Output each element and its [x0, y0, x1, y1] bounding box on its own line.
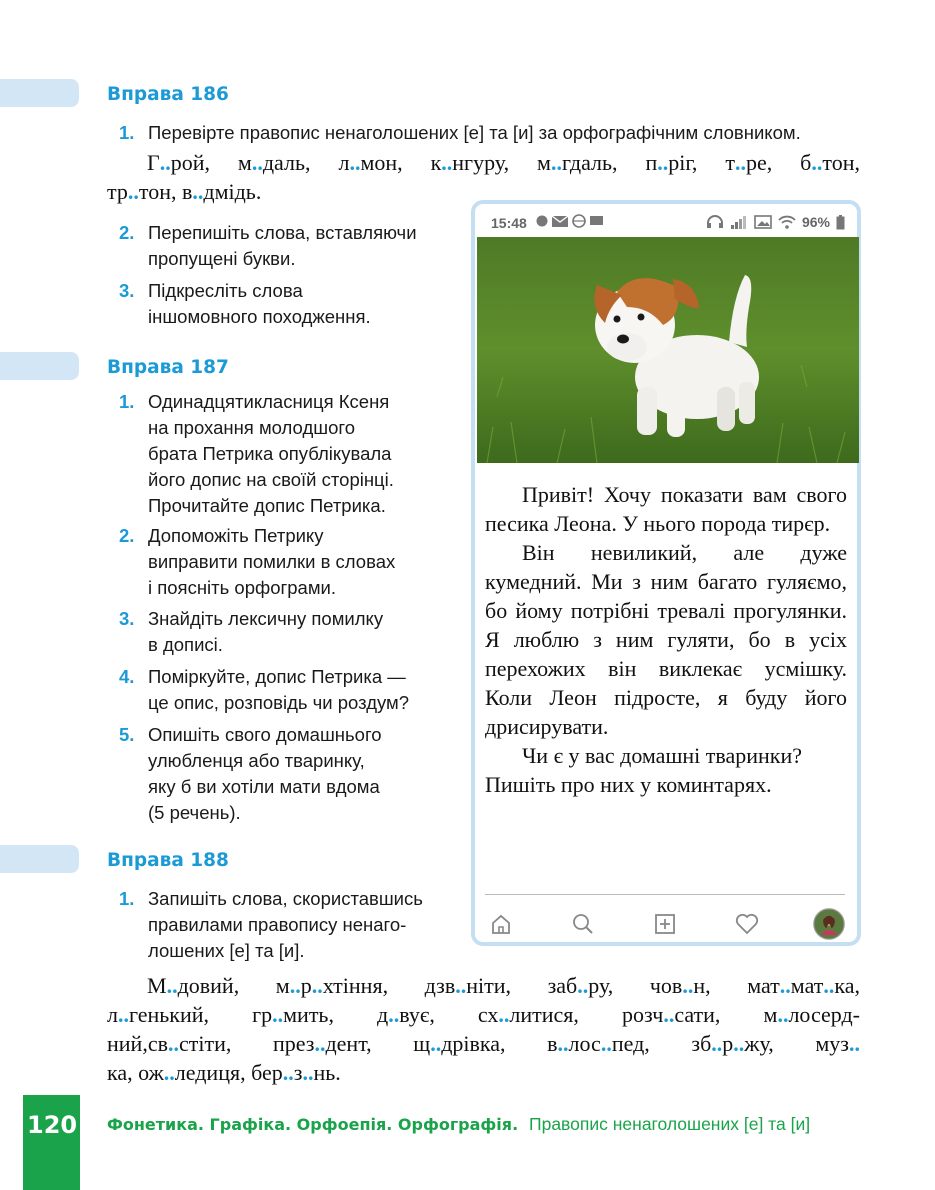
missing-letter-gap: .. — [848, 1031, 860, 1056]
missing-letter-gap: .. — [314, 1031, 326, 1056]
missing-letter-gap: .. — [682, 973, 694, 998]
missing-letter-gap: .. — [430, 1031, 442, 1056]
missing-letter-gap: .. — [159, 150, 171, 175]
task-text: виправити помилки в словах — [148, 551, 396, 572]
task-text: Прочитайте допис Петрика. — [148, 495, 386, 516]
word-fragment: ледиця, бер — [174, 1060, 283, 1085]
task-text: Допоможіть Петрику — [148, 525, 324, 546]
section-tab — [0, 352, 79, 380]
word-line — [147, 971, 860, 1000]
task-number: 4. — [119, 666, 135, 687]
word-fragment: литися, розч — [509, 1002, 664, 1027]
exercise-heading: Вправа 188 — [107, 850, 229, 871]
missing-letter-gap: .. — [663, 1002, 675, 1027]
word-fragment: ріг, т — [668, 150, 735, 175]
page-number-tab — [23, 1095, 80, 1190]
word-fragment: гдаль, п — [561, 150, 658, 175]
word-fragment: генький, гр — [128, 1002, 273, 1027]
word-fragment: рой, м — [170, 150, 252, 175]
battery-text: 96% — [801, 214, 830, 230]
missing-letter-gap: .. — [777, 1002, 789, 1027]
task-text: улюбленця або тваринку, — [148, 750, 365, 771]
word-fragment: пед, зб — [611, 1031, 712, 1056]
task-number: 3. — [119, 608, 135, 629]
word-fragment: хтіння, дзв — [322, 973, 456, 998]
task-number: 1. — [119, 888, 135, 909]
nav-divider — [485, 894, 845, 895]
footer-topic: Правопис ненаголошених [е] та [и] — [529, 1114, 811, 1134]
signal-icon — [730, 215, 748, 229]
footer-section: Фонетика. Графіка. Орфоепія. Орфографія. — [107, 1115, 519, 1134]
exercise-heading: Вправа 186 — [107, 84, 229, 105]
bottom-nav — [485, 904, 845, 944]
word-fragment: дент, щ — [325, 1031, 431, 1056]
word-fragment: тон, — [822, 150, 860, 175]
search-icon[interactable] — [567, 908, 599, 940]
missing-letter-gap: .. — [311, 973, 323, 998]
missing-letter-gap: .. — [455, 973, 467, 998]
missing-letter-gap: .. — [441, 150, 453, 175]
home-icon[interactable] — [485, 908, 517, 940]
missing-letter-gap: .. — [117, 1002, 129, 1027]
word-fragment: мить, д — [283, 1002, 389, 1027]
missing-letter-gap: .. — [302, 1060, 314, 1085]
word-fragment: р — [300, 973, 312, 998]
word-line — [107, 1029, 860, 1058]
word-fragment: ру, чов — [588, 973, 683, 998]
missing-letter-gap: .. — [251, 150, 263, 175]
puppy-photo — [477, 237, 859, 463]
word-fragment: л — [107, 1002, 118, 1027]
word-fragment: ре, б — [745, 150, 812, 175]
missing-letter-gap: .. — [163, 1060, 175, 1085]
task-text: його допис на своїй сторінці. — [148, 469, 394, 490]
missing-letter-gap: .. — [657, 150, 669, 175]
task-text: пропущені букви. — [148, 248, 296, 269]
post-paragraph: Чи є у вас домашні тваринки? Пишіть про них у коминтарях. — [485, 743, 803, 797]
word-fragment: довий, м — [177, 973, 290, 998]
heart-icon[interactable] — [731, 908, 763, 940]
word-fragment: ніти, заб — [466, 973, 578, 998]
word-fragment: сати, м — [674, 1002, 778, 1027]
task-number: 2. — [119, 222, 135, 243]
page-number: 120 — [27, 1111, 78, 1139]
missing-letter-gap: .. — [166, 973, 178, 998]
missing-letter-gap: .. — [167, 1031, 179, 1056]
battery-icon — [836, 215, 845, 230]
word-fragment: з — [293, 1060, 303, 1085]
word-fragment: стіти, през — [178, 1031, 315, 1056]
exercise-heading: Вправа 187 — [107, 357, 229, 378]
task-text: яку б ви хотіли мати вдома — [148, 776, 380, 797]
avatar[interactable] — [813, 908, 845, 940]
word-line — [107, 1058, 860, 1087]
word-fragment: ний,св — [107, 1031, 168, 1056]
task-text: на прохання молодшого — [148, 417, 355, 438]
missing-letter-gap: .. — [289, 973, 301, 998]
word-fragment: М — [147, 973, 167, 998]
image-icon — [754, 215, 772, 229]
task-number: 1. — [119, 391, 135, 412]
add-icon[interactable] — [649, 908, 681, 940]
task-text: Підкресліть слова — [148, 280, 303, 301]
task-number: 1. — [119, 122, 135, 143]
missing-letter-gap: .. — [711, 1031, 723, 1056]
task-text: Знайдіть лексичну помилку — [148, 608, 384, 629]
missing-letter-gap: .. — [282, 1060, 294, 1085]
missing-letter-gap: .. — [388, 1002, 400, 1027]
post-paragraph: Він невиликий, але дуже кумедний. Ми з ним багато гуляємо, бо йому потрібні тревалі прогулянки. Я люблю з ним гуляти, бо в усіх перехожих він виклекає усмішку. Коли Леон підросте, я буду його дрисирувати. — [485, 540, 847, 739]
missing-letter-gap: .. — [811, 150, 823, 175]
word-fragment: н, мат — [693, 973, 780, 998]
task-text: (5 речень). — [148, 802, 241, 823]
status-time-text: 15:48 — [491, 215, 527, 231]
task-text: Одинадцятикласниця Ксеня — [148, 391, 390, 412]
task-text: Перевірте правопис ненаголошених [е] та [и] за орфографічним словником. — [148, 122, 801, 143]
missing-letter-gap: .. — [557, 1031, 569, 1056]
task-text: Поміркуйте, допис Петрика — — [148, 666, 406, 687]
post-text — [485, 480, 847, 799]
missing-letter-gap: .. — [272, 1002, 284, 1027]
word-fragment: мон, к — [360, 150, 442, 175]
missing-letter-gap: .. — [498, 1002, 510, 1027]
missing-letter-gap: .. — [823, 973, 835, 998]
word-line — [107, 1000, 860, 1029]
task-number: 5. — [119, 724, 135, 745]
task-text: лошених [е] та [и]. — [148, 940, 305, 961]
task-text: іншомовного походження. — [148, 306, 371, 327]
section-tab — [0, 79, 79, 107]
task-text: Запишіть слова, скориставшись — [148, 888, 423, 909]
phone-post — [471, 200, 861, 946]
word-fragment: нь. — [313, 1060, 341, 1085]
missing-letter-gap: .. — [733, 1031, 745, 1056]
task-number: 2. — [119, 525, 135, 546]
task-text: в дописі. — [148, 634, 223, 655]
word-fragment: даль, л — [262, 150, 350, 175]
missing-letter-gap: .. — [192, 179, 204, 204]
word-fragment: ка, ож — [107, 1060, 164, 1085]
missing-letter-gap: .. — [600, 1031, 612, 1056]
word-fragment: ка, — [834, 973, 861, 998]
wifi-icon — [778, 215, 796, 229]
headphones-icon — [706, 215, 724, 229]
notification-icons — [535, 215, 605, 231]
missing-letter-gap: .. — [349, 150, 361, 175]
word-fragment: Г — [147, 150, 160, 175]
word-fragment: тр — [107, 179, 128, 204]
word-line — [147, 148, 860, 177]
task-text: це опис, розповідь чи роздум? — [148, 692, 410, 713]
word-fragment: лосерд- — [788, 1002, 860, 1027]
word-fragment: тон, в — [138, 179, 193, 204]
status-right — [706, 214, 845, 230]
missing-letter-gap: .. — [550, 150, 562, 175]
word-fragment: вує, сх — [399, 1002, 499, 1027]
task-text: правилами правопису ненаго- — [148, 914, 407, 935]
word-fragment: дмідь. — [203, 179, 262, 204]
word-fragment: жу, муз — [744, 1031, 849, 1056]
word-fragment: лос — [568, 1031, 601, 1056]
word-fragment: мат — [790, 973, 824, 998]
section-tab — [0, 845, 79, 873]
task-text: брата Петрика опублікувала — [148, 443, 392, 464]
word-fragment: нгуру, м — [452, 150, 551, 175]
status-time — [491, 214, 605, 231]
word-fragment: дрівка, в — [441, 1031, 558, 1056]
missing-letter-gap: .. — [734, 150, 746, 175]
task-number: 3. — [119, 280, 135, 301]
task-text: Перепишіть слова, вставляючи — [148, 222, 417, 243]
post-paragraph: Привіт! Хочу показати вам свого песика Леона. У нього порода тирєр. — [485, 482, 847, 536]
task-text: Опишіть свого домашнього — [148, 724, 382, 745]
task-text: і поясніть орфограми. — [148, 577, 337, 598]
running-footer — [107, 1114, 810, 1135]
missing-letter-gap: .. — [779, 973, 791, 998]
missing-letter-gap: .. — [127, 179, 139, 204]
missing-letter-gap: .. — [577, 973, 589, 998]
word-fragment: р — [722, 1031, 734, 1056]
